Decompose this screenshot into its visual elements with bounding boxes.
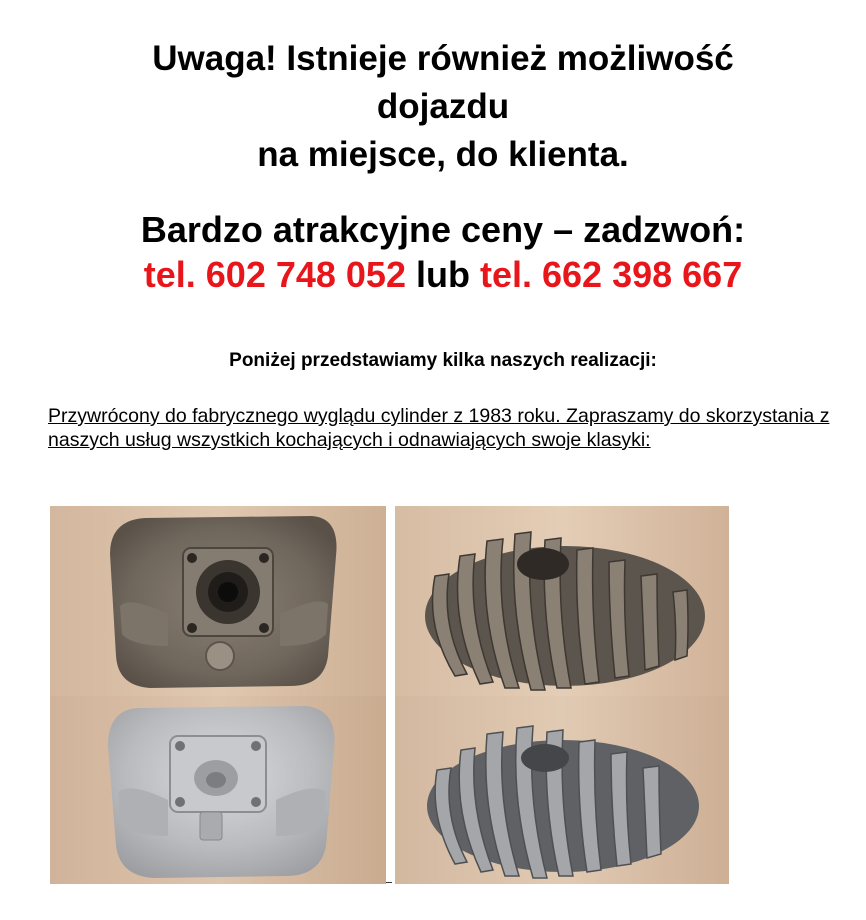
photo-cylinder-top-before: [50, 506, 386, 696]
heading-line-3: na miejsce, do klienta.: [257, 135, 629, 174]
photo-cylinder-top-after: [50, 696, 386, 884]
heading-line-1: Uwaga! Istnieje również możliwość: [152, 39, 734, 78]
phone-line: [0, 253, 866, 297]
text-cursor: [386, 882, 392, 883]
phone-number-2[interactable]: tel. 662 398 667: [480, 254, 743, 295]
phone-number-1[interactable]: tel. 602 748 052: [143, 254, 406, 295]
photo-cylinder-fins-after: [395, 696, 729, 884]
realizations-heading: Poniżej przedstawiamy kilka naszych realizacji:: [229, 350, 657, 371]
photo-cylinder-fins-before: [395, 506, 729, 696]
price-callout: Bardzo atrakcyjne ceny – zadzwoń:: [140, 209, 746, 250]
phone-connector: lub: [416, 254, 470, 295]
description-paragraph: Przywrócony do fabrycznego wyglądu cylinder z 1983 roku. Zapraszamy do skorzystania z naszych usług wszystkich kochających i odnawiających swoje klasyki:: [48, 405, 830, 451]
heading-line-2: dojazdu: [376, 87, 510, 126]
